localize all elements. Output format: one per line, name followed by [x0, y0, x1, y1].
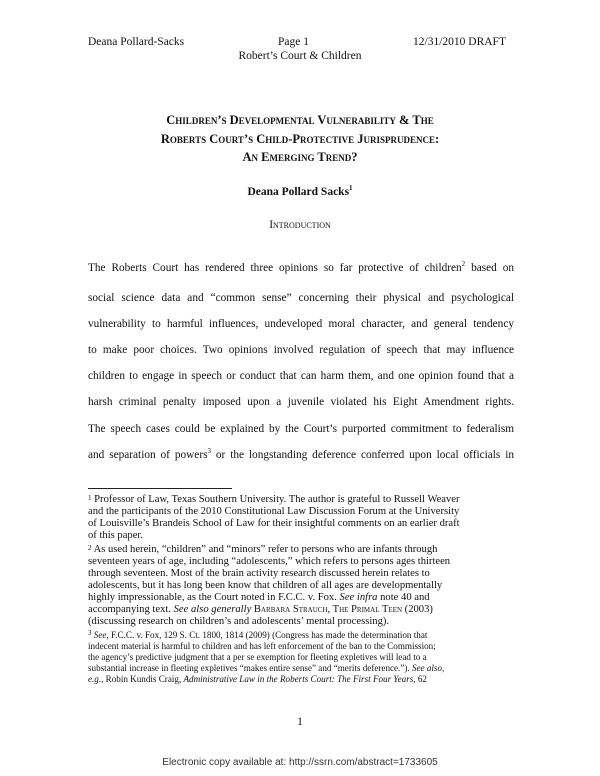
header-page: Page 1: [278, 36, 309, 48]
section-heading: Introduction: [269, 219, 331, 231]
body-line-8: and separation of powers$^3$ or the longstanding deference conferred upon local officials in: [88, 447, 514, 461]
footnote-divider: [88, 488, 232, 489]
footnote-2-line-4: adolescents, but it has long been know that children of all ages are developmentally: [88, 580, 443, 591]
footnote-3-line-1: $^3$ See, F.C.C. v. Fox, 129 S. Ct. 1800, 1814 (2009) (Congress has made the determination that: [88, 629, 428, 640]
footnote-1-line-2: and the participants of the 2010 Constitutional Law Discussion Forum at the University: [88, 506, 460, 517]
footnote-1-line-1: $^1$ Professor of Law, Texas Southern University. The author is grateful to Russell Weaver: [88, 494, 460, 505]
body-line-3: vulnerability to harmful influences, undeveloped moral character, and general tendency: [88, 318, 514, 330]
body-line-6: harsh criminal penalty imposed upon a juvenile violated his Eight Amendment rights.: [88, 396, 514, 408]
footnote-3-line-2: indecent material is harmful to children and has left enforcement of the ban to the Commission;: [88, 641, 436, 651]
footnote-3-line-5: e.g., Robin Kundis Craig, Administrative Law in the Roberts Court: The First Four Years, 62: [88, 674, 427, 684]
ssrn-footer: Electronic copy available at: http://ssrn.com/abstract=1733605: [162, 757, 438, 768]
footnote-2-line-1: $^2$ As used herein, “children” and “minors” refer to persons who are infants through: [88, 544, 438, 555]
header-author: Deana Pollard-Sacks: [88, 36, 185, 48]
footnote-3-line-3: the agency’s predictive judgment that a per se exemption for fleeting expletives will lead to a: [88, 652, 427, 662]
author-byline: [0, 186, 600, 198]
footnote-2-line-2: seventeen years of age, including “adolescents,” which refers to persons ages thirteen: [88, 556, 451, 567]
title-line-2: Roberts Court’s Child-Protective Jurisprudence:: [160, 132, 440, 146]
footnote-2-line-3: through seventeen. Most of the brain activity research discussed herein relates to: [88, 568, 430, 579]
header-running-title: Robert’s Court & Children: [238, 50, 362, 62]
body-line-7: The speech cases could be explained by the Court’s purported commitment to federalism: [88, 423, 514, 435]
footnote-3-line-4: substantial increase in fleeting expletives “makes entire sense” and “merits deference.”). See also,: [88, 663, 445, 673]
footnote-1-line-3: of Louisville’s Brandeis School of Law for their insightful comments on an earlier draft: [88, 518, 460, 529]
footnote-2-line-6: accompanying text. See also generally Barbara Strauch, The Primal Teen (2003): [88, 604, 433, 615]
author-name: Deana Pollard Sacks: [247, 186, 350, 198]
body-line-1: The Roberts Court has rendered three opinions so far protective of children$^2$ based on: [88, 260, 514, 274]
footnote-mark-2: 2: [461, 260, 466, 268]
footnote-2-line-5: highly impressionable, as the Court noted in F.C.C. v. Fox. See infra note 40 and: [88, 592, 430, 603]
footnote-mark-3: 3: [207, 447, 211, 455]
page-number: 1: [297, 716, 303, 728]
body-line-5: children to engage in speech or conduct that can harm them, and one opinion found that a: [88, 370, 514, 382]
body-line-2: social science data and “common sense” concerning their physical and psychological: [88, 292, 514, 304]
title-line-1: Children’s Developmental Vulnerability & The: [166, 113, 434, 127]
body-line-4: to make poor choices. Two opinions involved regulation of speech that may influence: [88, 344, 514, 356]
header-date: 12/31/2010 DRAFT: [413, 36, 506, 48]
footnote-2-line-7: (discussing research on children’s and adolescents’ mental processing).: [88, 616, 390, 627]
footnote-mark-1: 1: [349, 184, 353, 192]
title-line-3: An Emerging Trend?: [242, 150, 358, 164]
footnote-1-line-4: of this paper.: [88, 530, 144, 541]
